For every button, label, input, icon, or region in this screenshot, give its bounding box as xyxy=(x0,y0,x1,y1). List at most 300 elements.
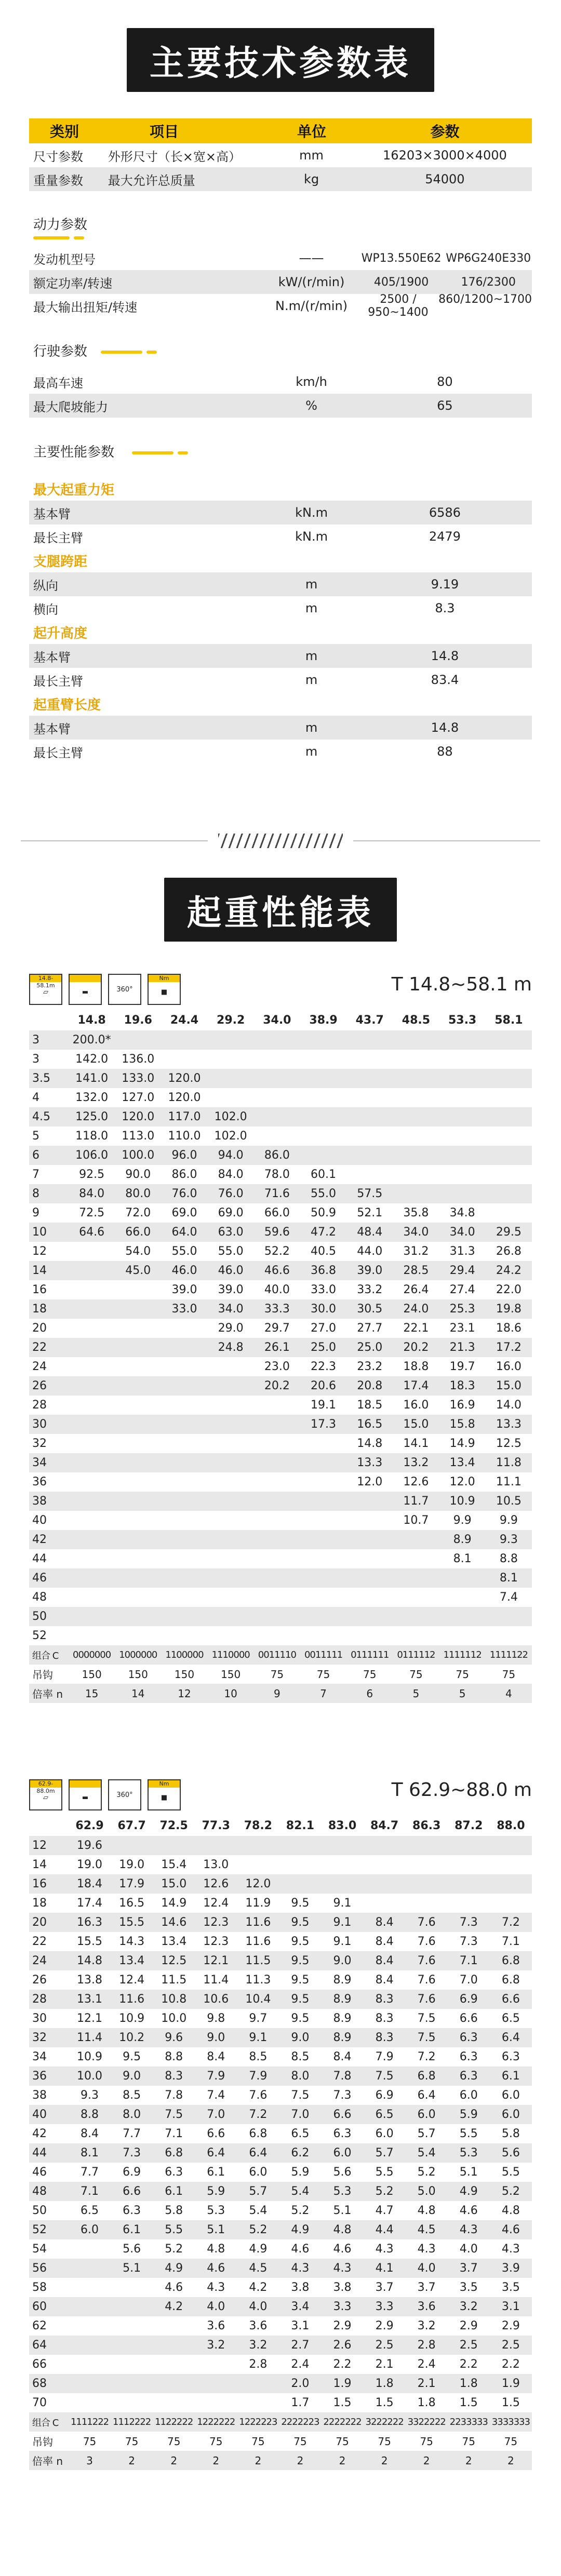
table-row xyxy=(29,1970,532,1990)
load-cell: 55.0 xyxy=(300,1184,346,1203)
section-underline xyxy=(132,451,173,454)
radius-cell: 40 xyxy=(29,2105,69,2124)
load-cell: 9.9 xyxy=(453,1514,472,1527)
radius-cell: 20 xyxy=(32,1322,47,1335)
load-cell: 9.5 xyxy=(279,1913,321,1932)
load-cell: 1.5 xyxy=(501,2396,520,2409)
radius-cell: 32 xyxy=(29,2028,69,2047)
load-cell xyxy=(254,1472,300,1492)
spec-cat: 尺寸参数 xyxy=(33,149,83,164)
travel-unit: km/h xyxy=(296,374,327,389)
combo-row-cell: 0000000 xyxy=(69,1645,115,1665)
load-cell xyxy=(69,1588,115,1607)
hook-row-cell: 75 xyxy=(270,1668,284,1681)
load-cell: 9.0 xyxy=(279,2028,321,2047)
load2-icons xyxy=(29,1779,181,1810)
radius-cell: 6 xyxy=(29,1146,69,1165)
table-row xyxy=(29,1836,532,1855)
load-cell xyxy=(346,1568,393,1588)
load-cell: 10.6 xyxy=(195,1990,237,2009)
load-cell: 7.5 xyxy=(406,2028,448,2047)
table-row xyxy=(29,1874,532,1894)
power-item: 额定功率/转速 xyxy=(33,276,113,291)
load-cell: 2.8 xyxy=(249,2358,268,2371)
load-cell: 6.2 xyxy=(279,2143,321,2163)
load-cell xyxy=(406,1855,448,1874)
load-cell xyxy=(195,2393,237,2412)
load-cell: 10.5 xyxy=(486,1492,532,1511)
radius-cell: 14 xyxy=(29,1261,69,1280)
load-cell: 13.4 xyxy=(161,1935,187,1948)
load-cell xyxy=(346,1050,393,1069)
load-cell: 8.4 xyxy=(375,1935,394,1948)
load-cell xyxy=(346,1088,393,1107)
combo-row-cell: 1222223 xyxy=(237,2412,279,2432)
load-cell: 66.0 xyxy=(115,1223,161,1242)
rate-row-cell: 6 xyxy=(346,1684,393,1703)
load-cell: 3.6 xyxy=(406,2297,448,2316)
combo-row-cell: 1100000 xyxy=(161,1645,207,1665)
load-cell xyxy=(69,2259,111,2278)
load-cell: 5.1 xyxy=(333,2204,352,2217)
load-cell: 136.0 xyxy=(122,1053,155,1066)
load-cell xyxy=(490,1894,532,1913)
perf-row xyxy=(29,644,532,668)
perf-unit: m xyxy=(305,720,318,735)
load-cell: 6.0 xyxy=(249,2166,268,2179)
load-cell: 11.1 xyxy=(496,1475,522,1488)
load-cell: 6.5 xyxy=(81,2204,99,2217)
load-cell: 6.3 xyxy=(333,2127,352,2140)
table-row xyxy=(29,1069,532,1088)
load-cell xyxy=(439,1146,486,1165)
load-cell: 72.5 xyxy=(79,1206,105,1219)
load-cell: 15.8 xyxy=(439,1415,486,1434)
load-cell: 30.5 xyxy=(346,1299,393,1319)
load-cell: 6.0 xyxy=(69,2220,111,2239)
load-cell: 7.9 xyxy=(375,2050,394,2063)
load-cell: 4.9 xyxy=(448,2182,490,2201)
load-cell: 19.8 xyxy=(486,1299,532,1319)
hook-row xyxy=(29,2432,532,2451)
load-cell: 5.3 xyxy=(448,2143,490,2163)
load-cell xyxy=(161,1492,207,1511)
load-cell: 7.2 xyxy=(237,2105,279,2124)
load-cell xyxy=(69,2374,111,2393)
radius-cell: 58 xyxy=(32,2281,47,2294)
load-cell: 2.9 xyxy=(333,2319,352,2332)
load-cell: 18.5 xyxy=(357,1399,383,1412)
load-cell: 3.6 xyxy=(207,2319,225,2332)
load-cell xyxy=(208,1530,254,1549)
load-cell: 7.0 xyxy=(195,2105,237,2124)
load-cell: 1.5 xyxy=(375,2396,394,2409)
hook-row-cell: 75 xyxy=(409,1668,423,1681)
table-row xyxy=(29,1126,532,1146)
load-cell xyxy=(393,1549,439,1568)
load-cell: 14.8 xyxy=(69,1951,111,1970)
rate-row-label: 倍率 n xyxy=(29,1684,69,1703)
perf-unit: m xyxy=(305,673,318,687)
load-cell: 11.5 xyxy=(161,1974,187,1987)
load-cell xyxy=(254,1588,300,1607)
power-unit: —— xyxy=(299,251,324,265)
radius-cell: 22 xyxy=(32,1935,47,1948)
load-cell: 11.9 xyxy=(245,1897,271,1910)
load-cell: 11.6 xyxy=(237,1913,279,1932)
load-cell xyxy=(69,2336,111,2355)
load-cell: 3.8 xyxy=(333,2281,352,2294)
load-cell: 12.0 xyxy=(449,1475,475,1488)
load-cell: 6.8 xyxy=(249,2127,268,2140)
load-cell: 7.4 xyxy=(499,1591,518,1604)
load-cell: 9.1 xyxy=(333,1897,352,1910)
load-cell xyxy=(346,1492,393,1511)
load-cell: 17.4 xyxy=(77,1897,103,1910)
travel-unit: % xyxy=(305,398,317,413)
load-cell: 6.8 xyxy=(490,1951,532,1970)
load-cell: 2.9 xyxy=(375,2319,394,2332)
boom-length-cell: 86.3 xyxy=(412,1819,441,1832)
load-cell: 4.7 xyxy=(375,2204,394,2217)
load-cell: 7.1 xyxy=(501,1935,520,1948)
load-cell: 7.2 xyxy=(417,2050,436,2063)
load-cell: 4.0 xyxy=(195,2297,237,2316)
combo-row-cell: 2222223 xyxy=(279,2412,321,2432)
load-cell: 3.5 xyxy=(501,2281,520,2294)
load-cell: 3.4 xyxy=(279,2297,321,2316)
load-cell: 24.8 xyxy=(208,1338,254,1357)
load-cell: 29.4 xyxy=(439,1261,486,1280)
load-cell xyxy=(346,1126,393,1146)
load-cell: 6.3 xyxy=(501,2050,520,2063)
table-row xyxy=(29,2259,532,2278)
perf-item: 纵向 xyxy=(33,578,58,593)
load-cell xyxy=(254,1396,300,1415)
load-cell: 5.4 xyxy=(406,2143,448,2163)
load-cell: 22.0 xyxy=(496,1283,522,1296)
load-cell xyxy=(208,1607,254,1626)
rate-row-cell: 12 xyxy=(161,1684,207,1703)
power-v2: 860/1200~1700 xyxy=(438,293,532,306)
load-cell xyxy=(439,1165,486,1184)
radius-cell: 52 xyxy=(32,1629,47,1642)
load-cell: 4.0 xyxy=(237,2297,279,2316)
boom-length-cell: 19.6 xyxy=(124,1013,152,1027)
load-cell: 1.5 xyxy=(459,2396,478,2409)
load-cell: 4.6 xyxy=(165,2281,183,2294)
load-cell xyxy=(111,2336,153,2355)
radius-cell: 56 xyxy=(29,2259,69,2278)
load-cell xyxy=(279,1855,321,1874)
load-cell: 6.0 xyxy=(501,2089,520,2102)
load-cell: 46.0 xyxy=(208,1261,254,1280)
table-row xyxy=(29,1165,532,1184)
load-cell: 33.3 xyxy=(254,1299,300,1319)
load-cell xyxy=(153,1836,195,1855)
table-row xyxy=(29,1088,532,1107)
table-row xyxy=(29,1376,532,1396)
load-cell xyxy=(300,1050,346,1069)
load-cell: 4.8 xyxy=(417,2204,436,2217)
combo-row-cell: 3333333 xyxy=(490,2412,532,2432)
load-cell: 13.2 xyxy=(393,1453,439,1472)
load-cell: 46.6 xyxy=(254,1261,300,1280)
load-cell: 200.0* xyxy=(69,1030,115,1050)
perf-section-label: 主要性能参数 xyxy=(33,445,115,460)
load-cell: 6.4 xyxy=(417,2089,436,2102)
load-cell: 9.1 xyxy=(237,2028,279,2047)
combo-row-cell: 1111112 xyxy=(439,1645,486,1665)
load-cell: 6.3 xyxy=(448,2067,490,2086)
load-cell xyxy=(300,1549,346,1568)
load-cell: 36.8 xyxy=(300,1261,346,1280)
boom-length-cell: 62.9 xyxy=(75,1819,104,1832)
power-unit: kW/(r/min) xyxy=(278,275,345,289)
load-cell: 1.8 xyxy=(364,2374,406,2393)
load-cell xyxy=(321,1874,363,1894)
load-cell xyxy=(69,1242,115,1261)
load-cell: 66.0 xyxy=(264,1206,290,1219)
radius-cell: 12 xyxy=(29,1836,69,1855)
load-cell: 9.7 xyxy=(249,2012,268,2025)
load-cell xyxy=(153,2316,195,2336)
load-cell: 7.6 xyxy=(417,1974,436,1987)
load-cell xyxy=(254,1126,300,1146)
load-cell: 9.0 xyxy=(195,2028,237,2047)
radius-cell: 30 xyxy=(29,1415,69,1434)
combo-row-cell: 1112222 xyxy=(111,2412,153,2432)
load-cell: 5.2 xyxy=(417,2166,436,2179)
load-cell: 5.2 xyxy=(237,2220,279,2239)
load-cell: 13.0 xyxy=(203,1858,229,1871)
load-cell xyxy=(346,1588,393,1607)
load-cell: 102.0 xyxy=(214,1130,247,1143)
load-cell: 2.0 xyxy=(279,2374,321,2393)
load-cell: 4.3 xyxy=(417,2243,436,2256)
load-cell xyxy=(490,1855,532,1874)
hook-row-cell: 75 xyxy=(363,1668,377,1681)
boom-length-icon-label: 62.9-88.0m xyxy=(30,1780,61,1788)
radius-cell: 26 xyxy=(32,1974,47,1987)
load-table-2 xyxy=(29,1815,532,2470)
load-cell: 96.0 xyxy=(161,1146,207,1165)
load-cell xyxy=(69,1492,115,1511)
load-cell xyxy=(161,1549,207,1568)
load-cell: 12.3 xyxy=(203,1935,229,1948)
load-cell: 6.6 xyxy=(459,2012,478,2025)
load-cell xyxy=(300,1126,346,1146)
section-divider xyxy=(0,834,561,848)
load-cell: 44.0 xyxy=(357,1245,383,1258)
load-cell xyxy=(208,1626,254,1645)
header-item: 项目 xyxy=(149,123,179,140)
load-cell xyxy=(237,1855,279,1874)
load-cell: 17.3 xyxy=(300,1415,346,1434)
radius-cell: 62 xyxy=(32,2319,47,2332)
load-cell xyxy=(448,1874,490,1894)
load-cell: 7.5 xyxy=(417,2012,436,2025)
table-row xyxy=(29,1434,532,1453)
load-cell: 33.0 xyxy=(311,1283,337,1296)
load-cell: 94.0 xyxy=(208,1146,254,1165)
load-cell: 7.7 xyxy=(123,2127,141,2140)
radius-cell: 4.5 xyxy=(29,1107,69,1126)
section-underline-dot xyxy=(74,236,84,239)
combo-row-cell: 1222222 xyxy=(195,2412,237,2432)
load-cell: 141.0 xyxy=(69,1069,115,1088)
load-cell xyxy=(279,1874,321,1894)
load-cell: 14.3 xyxy=(119,1935,145,1948)
load-cell: 12.6 xyxy=(195,1874,237,1894)
load-cell: 4.4 xyxy=(364,2220,406,2239)
load-cell: 8.4 xyxy=(81,2127,99,2140)
load-cell: 24.2 xyxy=(486,1261,532,1280)
load-cell xyxy=(69,1434,115,1453)
load-cell xyxy=(406,1894,448,1913)
load-cell: 4.6 xyxy=(291,2243,310,2256)
load-cell xyxy=(69,1396,115,1415)
radius-cell: 8 xyxy=(29,1184,69,1203)
load-cell xyxy=(364,1874,406,1894)
boom-length-cell: 77.3 xyxy=(202,1819,230,1832)
perf-item: 基本臂 xyxy=(33,506,71,521)
combo-row-cell: 2222222 xyxy=(321,2412,363,2432)
load-cell: 11.7 xyxy=(393,1492,439,1511)
load-cell: 4.0 xyxy=(406,2259,448,2278)
boom-length-cell: 53.3 xyxy=(448,1013,477,1027)
load-cell xyxy=(439,1184,486,1203)
load-cell xyxy=(195,1836,237,1855)
counterweight-icon: Nm ■ xyxy=(148,974,181,1005)
load-cell xyxy=(111,2297,153,2316)
load-cell: 19.6 xyxy=(69,1836,111,1855)
load-cell: 7.8 xyxy=(165,2089,183,2102)
load-cell xyxy=(115,1415,161,1434)
perf-item: 基本臂 xyxy=(33,721,71,736)
load-cell: 27.4 xyxy=(449,1283,475,1296)
load-cell xyxy=(346,1549,393,1568)
load-cell xyxy=(439,1069,486,1088)
table-row xyxy=(29,2201,532,2220)
load-cell: 3.1 xyxy=(291,2319,310,2332)
load-cell: 40.0 xyxy=(264,1283,290,1296)
load-cell: 31.3 xyxy=(449,1245,475,1258)
power-v1: WP13.550E62 xyxy=(361,251,442,265)
load-cell: 3.2 xyxy=(237,2336,279,2355)
radius-cell: 70 xyxy=(32,2396,47,2409)
load-cell: 127.0 xyxy=(122,1091,155,1104)
power-row xyxy=(29,246,532,270)
load-cell xyxy=(364,1836,406,1855)
load-cell xyxy=(111,2278,153,2297)
load-cell: 5.2 xyxy=(490,2182,532,2201)
radius-cell: 12 xyxy=(32,1245,47,1258)
radius-cell: 10 xyxy=(29,1223,69,1242)
table-row xyxy=(29,2105,532,2124)
spec-header-table xyxy=(29,118,532,191)
load-cell: 9.3 xyxy=(486,1530,532,1549)
radius-cell: 36 xyxy=(29,2067,69,2086)
header-unit: 单位 xyxy=(297,123,326,140)
load-cell xyxy=(300,1492,346,1511)
load-cell: 4.6 xyxy=(490,2220,532,2239)
spec-item: 最大允许总质量 xyxy=(108,173,195,188)
perf-item: 最长主臂 xyxy=(33,674,83,689)
load-cell: 71.6 xyxy=(254,1184,300,1203)
load-cell: 4.5 xyxy=(237,2259,279,2278)
radius-cell: 36 xyxy=(32,1475,47,1488)
load-cell: 26.8 xyxy=(496,1245,522,1258)
load-cell: 9.5 xyxy=(291,1897,310,1910)
combo-row-label: 组合 C xyxy=(29,2412,69,2432)
radius-cell: 7 xyxy=(32,1168,39,1181)
outrigger-icon-band xyxy=(70,1780,101,1788)
load-cell: 90.0 xyxy=(125,1168,151,1181)
load-cell xyxy=(393,1107,439,1126)
table-row xyxy=(29,2374,532,2393)
combo-row-label: 组合 C xyxy=(29,1645,69,1665)
load-cell xyxy=(439,1126,486,1146)
header-category: 类别 xyxy=(50,123,79,140)
load-cell: 10.9 xyxy=(77,2050,103,2063)
load-cell: 8.3 xyxy=(364,1990,406,2009)
load-cell: 1.8 xyxy=(417,2396,436,2409)
radius-cell: 44 xyxy=(29,2143,69,2163)
load-cell: 7.5 xyxy=(364,2067,406,2086)
load-cell: 7.0 xyxy=(279,2105,321,2124)
load-cell: 8.4 xyxy=(364,1913,406,1932)
load-cell xyxy=(111,2355,153,2374)
load-cell xyxy=(439,1107,486,1126)
radius-cell: 66 xyxy=(32,2358,47,2371)
load-cell: 13.3 xyxy=(486,1415,532,1434)
load-cell: 63.0 xyxy=(208,1223,254,1242)
load-cell: 14.9 xyxy=(161,1897,187,1910)
load-cell: 4.3 xyxy=(375,2243,394,2256)
load-cell xyxy=(69,1376,115,1396)
rate-row-cell: 2 xyxy=(490,2451,532,2470)
load-cell xyxy=(115,1338,161,1357)
load-cell: 5.1 xyxy=(111,2259,153,2278)
counterweight-icon-label: Nm xyxy=(149,975,180,982)
load-cell: 11.6 xyxy=(111,1990,153,2009)
load-cell: 113.0 xyxy=(122,1130,155,1143)
load-cell: 12.1 xyxy=(195,1951,237,1970)
boom-length-cell: 29.2 xyxy=(217,1013,245,1027)
spec-item: 外形尺寸（长×宽×高） xyxy=(108,149,242,164)
power-values xyxy=(358,276,532,289)
travel-table xyxy=(29,370,532,418)
load-cell: 8.9 xyxy=(439,1530,486,1549)
load-cell: 9.1 xyxy=(321,1913,363,1932)
load-cell: 14.0 xyxy=(496,1399,522,1412)
load-cell: 7.3 xyxy=(111,2143,153,2163)
load-cell xyxy=(254,1607,300,1626)
load-cell xyxy=(208,1088,254,1107)
load-cell xyxy=(254,1492,300,1511)
load-cell xyxy=(393,1588,439,1607)
load-cell xyxy=(161,1338,207,1357)
perf-val: 14.8 xyxy=(431,649,459,663)
table-row xyxy=(29,1626,532,1645)
radius-cell: 18 xyxy=(29,1299,69,1319)
load-cell xyxy=(346,1626,393,1645)
table-row xyxy=(29,2163,532,2182)
load-cell xyxy=(254,1030,300,1050)
load-cell: 40.5 xyxy=(311,1245,337,1258)
radius-cell: 50 xyxy=(32,2204,47,2217)
